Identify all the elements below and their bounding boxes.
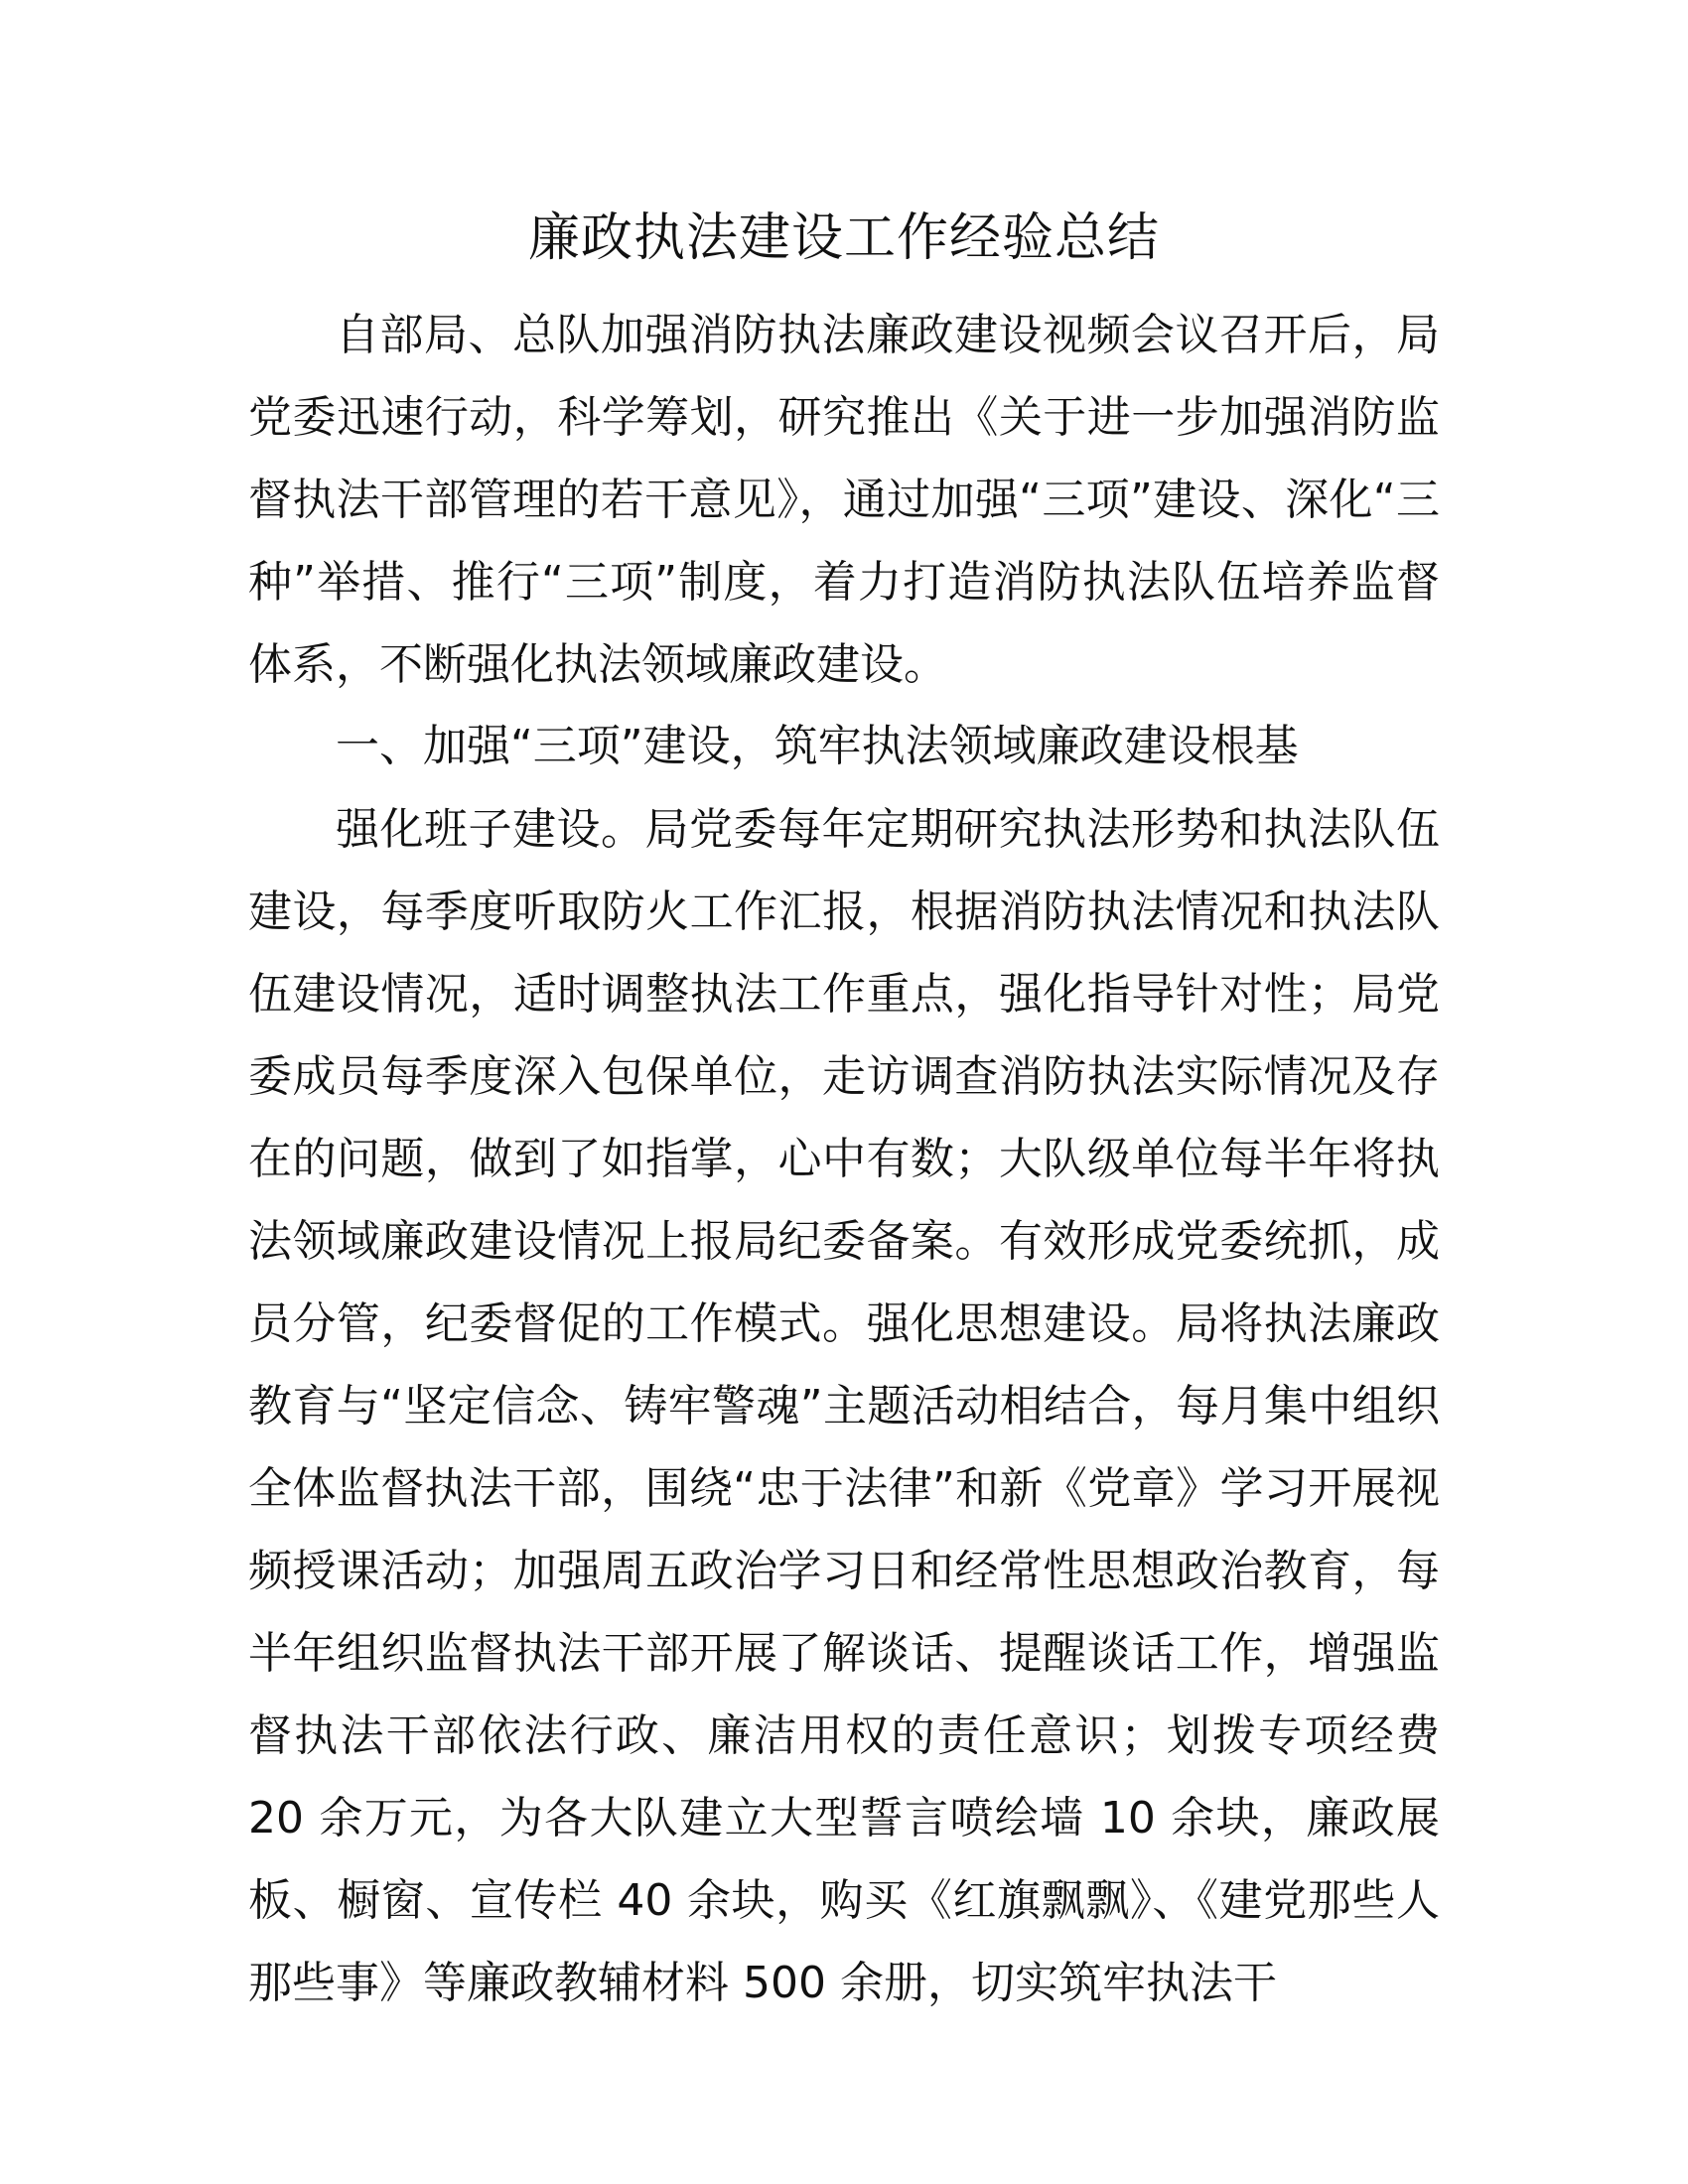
document-title: 廉政执法建设工作经验总结 xyxy=(527,208,1160,268)
section-heading: 一、加强“三项”建设，筑牢执法领域廉政建设根基 xyxy=(336,721,1299,771)
body-paragraph: 强化班子建设。局党委每年定期研究执法形势和执法队伍建设，每季度听取防火工作汇报，根据消防执法情况和执法队伍建设情况，适时调整执法工作重点，强化指导针对性；局党委成员每季度深入包保单位，走访调查消防执法实际情况及存在的问题，做到了如指掌，心中有数；大队级单位每半年将执法领域廉政建设情况上报局纪委备案。有效形成党委统抓，成员分管，纪委督促的工作模式。强化思想建设。局将执法廉政教育与“坚定信念、铸牢警魂”主题活动相结合，每月集中组织全体监督执法干部，围绕“忠于法律”和新《党章》学习开展视频授课活动；加强周五政治学习日和经常性思想政治教育，每半年组织监督执法干部开展了解谈话、提醒谈话工作，增强监督执法干部依法行政、廉洁用权的责任意识；划拨专项经费 20 余万元，为各大队建立大型誓言喷绘墙 10 余块，廉政展板、橱窗、宣传栏 40 余块，购买《红旗飘飘》、《建党那些人那些事》等廉政教辅材料 500 余册，切实筑牢执法干 xyxy=(248,804,1440,2008)
intro-paragraph: 自部局、总队加强消防执法廉政建设视频会议召开后，局党委迅速行动，科学筹划，研究推出《关于进一步加强消防监督执法干部管理的若干意见》，通过加强“三项”建设、深化“三种”举措、推行“三项”制度，着力打造消防执法队伍培养监督体系，不断强化执法领域廉政建设。 xyxy=(248,310,1440,690)
